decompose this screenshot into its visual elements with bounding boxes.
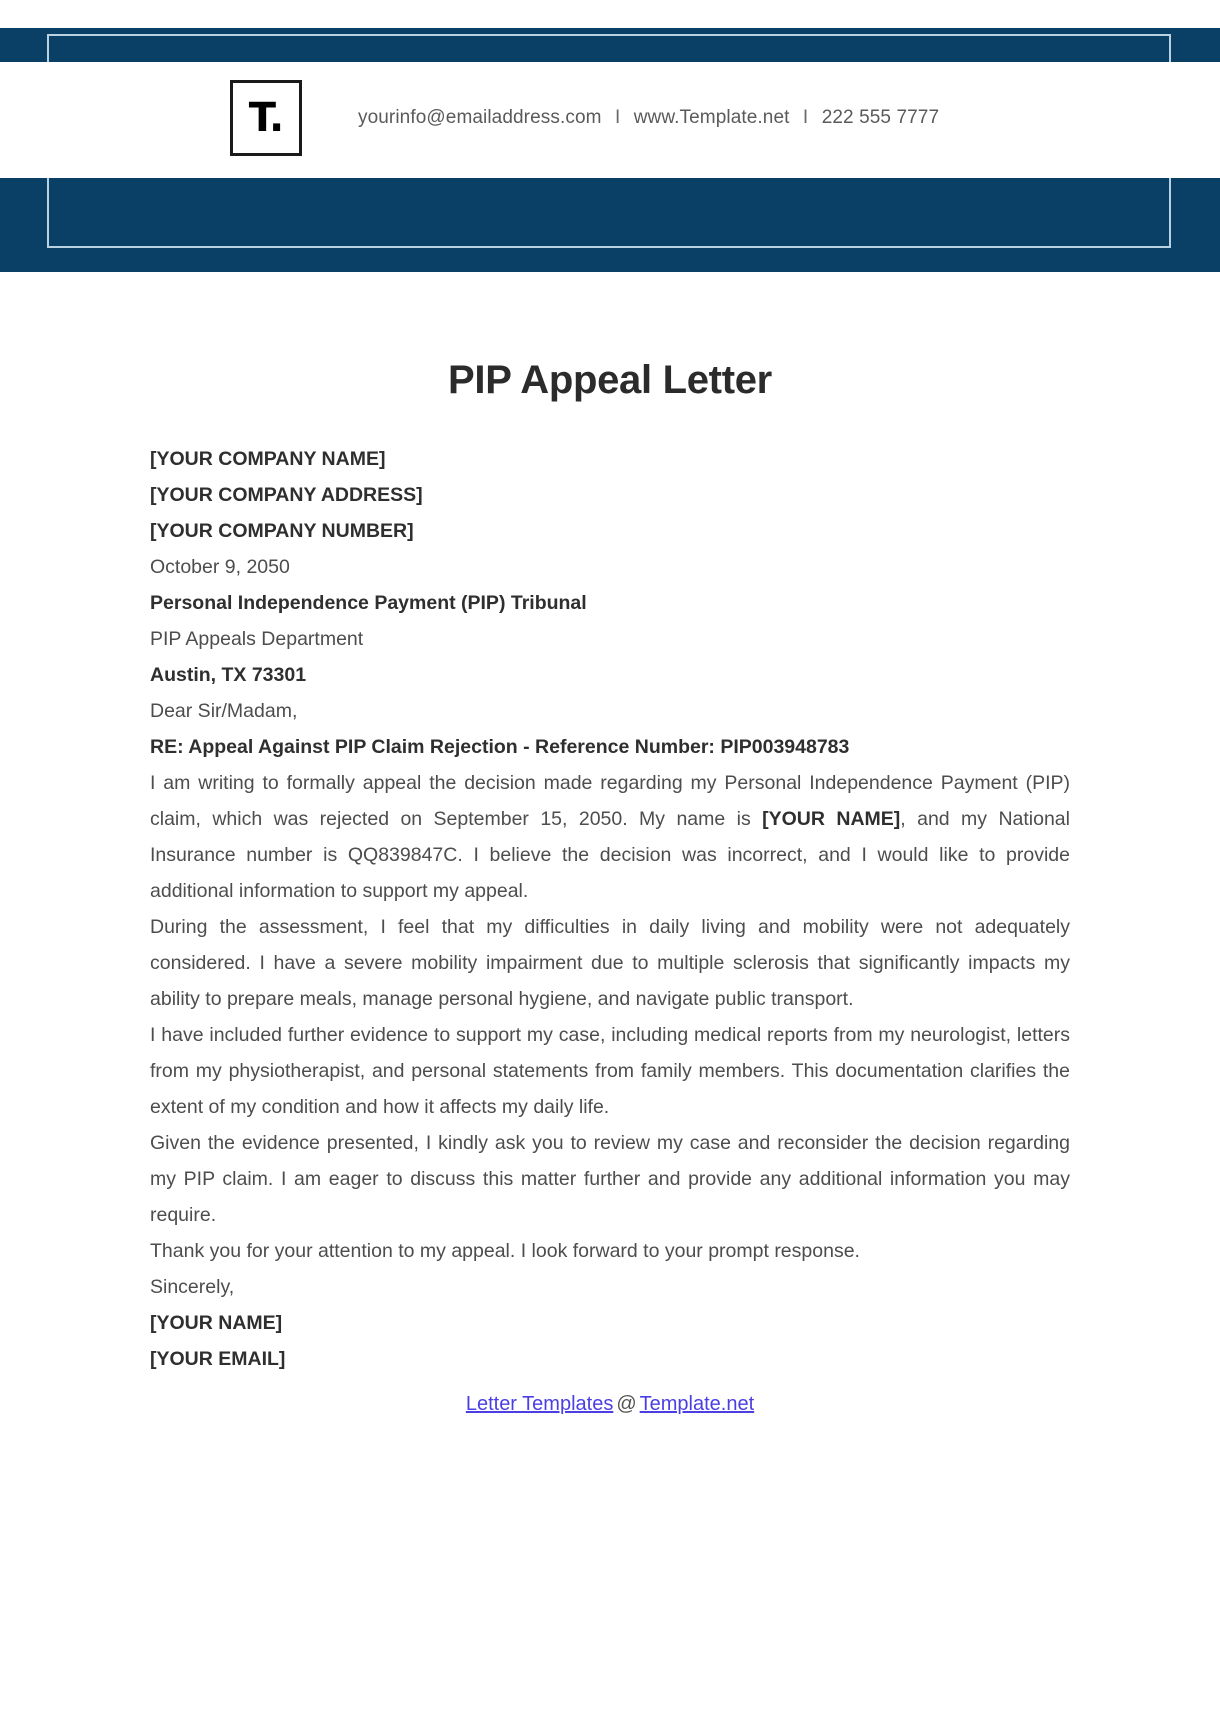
contact-separator-1: I bbox=[614, 107, 621, 128]
body-paragraph-2: During the assessment, I feel that my difficulties in daily living and mobility were not adequately considered. I have a severe mobility impairment due to multiple sclerosis that significantly impacts my ability to prepare meals, manage personal hygiene, and navigate public transport. bbox=[150, 916, 1070, 1010]
contact-website: www.Template.net bbox=[633, 107, 790, 128]
paragraph-1-name-placeholder: [YOUR NAME] bbox=[762, 808, 901, 830]
page-title: PIP Appeal Letter bbox=[448, 358, 772, 402]
template-net-link[interactable]: Template.net bbox=[639, 1393, 755, 1415]
contact-email: yourinfo@emailaddress.com bbox=[358, 107, 602, 128]
paragraph-1-text-before-name: I am writing to formally appeal the decision made regarding my Personal Independence Payment (PIP) claim, which was rejected on September 15, 2050. My name is bbox=[150, 772, 1070, 830]
body-paragraph-4: Given the evidence presented, I kindly ask you to review my case and reconsider the decision regarding my PIP claim. I am eager to discuss this matter further and provide any additional information you may require. bbox=[150, 1132, 1070, 1226]
sender-company-address: [YOUR COMPANY ADDRESS] bbox=[150, 484, 423, 506]
body-paragraph-5: Thank you for your attention to my appeal. I look forward to your prompt response. bbox=[150, 1240, 860, 1262]
sender-company-name: [YOUR COMPANY NAME] bbox=[150, 448, 386, 470]
company-logo bbox=[230, 80, 302, 156]
subject-line: RE: Appeal Against PIP Claim Rejection - Reference Number: PIP003948783 bbox=[150, 736, 850, 758]
contact-phone: 222 555 7777 bbox=[821, 107, 940, 128]
paragraph-1-text-after-name: , and my National Insurance number is QQ839847C. I believe the decision was incorrect, and I would like to provide additional information to support my appeal. bbox=[150, 808, 1070, 902]
signature-email: [YOUR EMAIL] bbox=[150, 1348, 286, 1370]
footer-attribution bbox=[150, 1393, 1070, 1416]
recipient-department: PIP Appeals Department bbox=[150, 628, 364, 650]
signature-name: [YOUR NAME] bbox=[150, 1312, 283, 1334]
body-paragraph-3: I have included further evidence to support my case, including medical reports from my neurologist, letters from my physiotherapist, and personal statements from family members. This documentation clarifies the extent of my condition and how it affects my daily life. bbox=[150, 1024, 1070, 1118]
letterhead bbox=[0, 0, 1220, 272]
contact-separator-2: I bbox=[802, 107, 809, 128]
letter-templates-link[interactable]: Letter Templates bbox=[465, 1393, 614, 1415]
recipient-organization: Personal Independence Payment (PIP) Tribunal bbox=[150, 592, 587, 614]
body-paragraph-1 bbox=[150, 765, 1070, 909]
sign-off: Sincerely, bbox=[150, 1276, 235, 1298]
letterhead-content bbox=[0, 62, 1220, 174]
recipient-city-state-zip: Austin, TX 73301 bbox=[150, 664, 307, 686]
logo-mark-icon: T. bbox=[248, 95, 284, 141]
contact-info bbox=[358, 107, 939, 129]
letter-date: October 9, 2050 bbox=[150, 556, 290, 578]
letterhead-frame-bottom bbox=[47, 178, 1171, 248]
footer-at-symbol: @ bbox=[616, 1393, 637, 1415]
letter-body bbox=[150, 272, 1070, 1416]
letterhead-divider bbox=[0, 174, 1220, 178]
sender-company-number: [YOUR COMPANY NUMBER] bbox=[150, 520, 414, 542]
salutation: Dear Sir/Madam, bbox=[150, 700, 298, 722]
